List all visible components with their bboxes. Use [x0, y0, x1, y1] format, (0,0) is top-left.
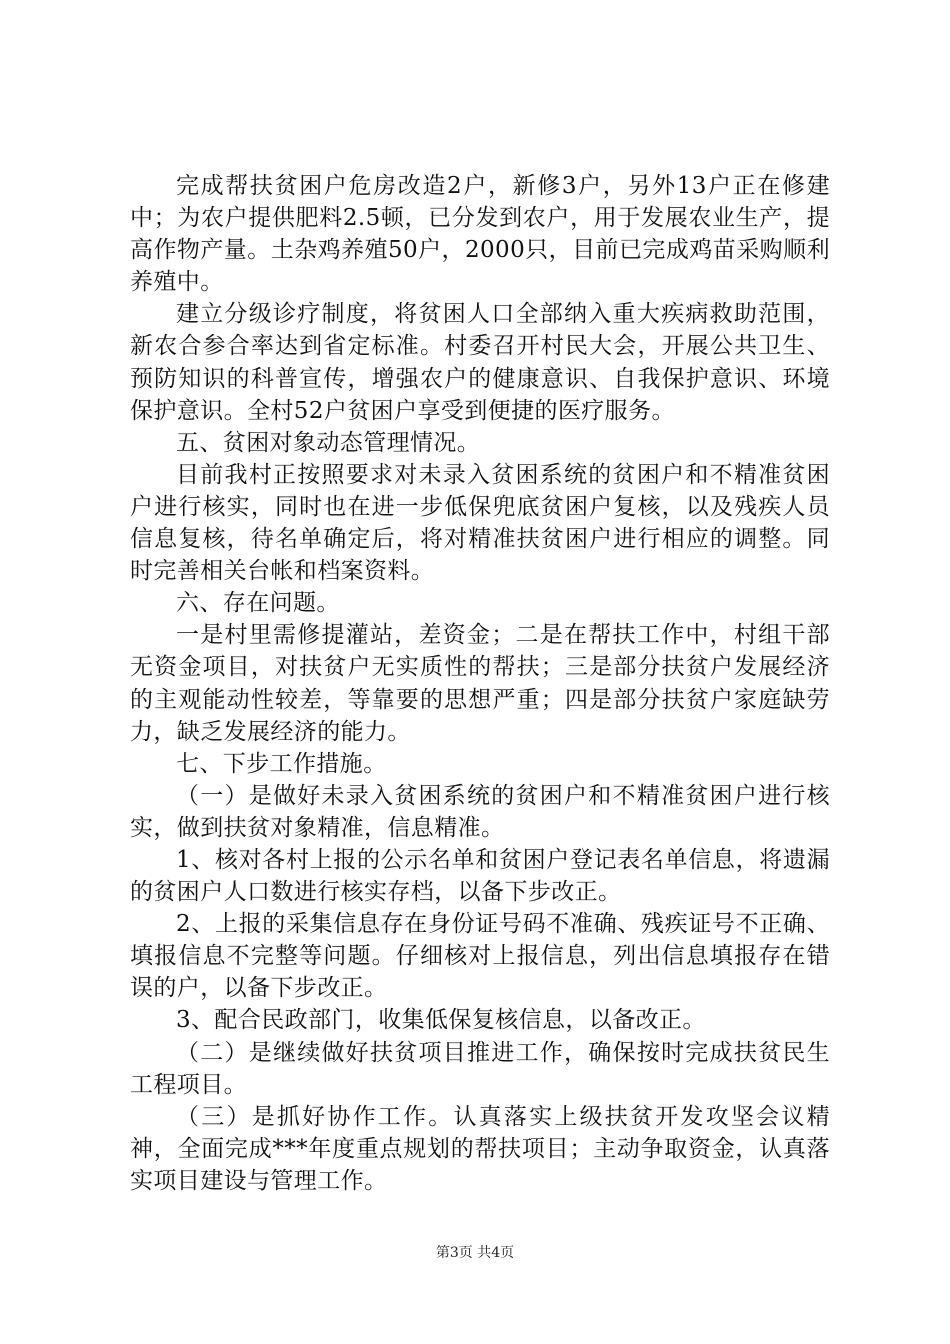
section-heading-6: 六、存在问题。 [176, 590, 340, 617]
measure-item-3: （三）是抓好协作工作。认真落实上级扶贫开发攻坚会议精神，全面完成***年度重点规划的帮扶项目；主动争取资金，认真落实项目建设与管理工作。 [130, 1103, 830, 1194]
measure-subitem-1: 1、核对各村上报的公示名单和贫困户登记表名单信息，将遗漏的贫困户人口数进行核实存档，以备下步改正。 [130, 846, 830, 906]
paragraph-problems: 一是村里需修提灌站，差资金；二是在帮扶工作中，村组干部无资金项目，对扶贫户无实质性的帮扶；三是部分扶贫户发展经济的主观能动性较差，等靠要的思想严重；四是部分扶贫户家庭缺劳力，缺乏发展经济的能力。 [130, 622, 830, 745]
page-footer: 第3页 共4页 [435, 1245, 515, 1261]
paragraph-housing-poultry: 完成帮扶贫困户危房改造2户，新修3户，另外13户正在修建中；为农户提供肥料2.5顿，已分发到农户，用于发展农业生产，提高作物产量。土杂鸡养殖50户，2000只，目前已完成鸡苗采购顺利养殖中。 [130, 173, 830, 296]
paragraph-dynamic-management: 目前我村正按照要求对未录入贫困系统的贫困户和不精准贫困户进行核实，同时也在进一步低保兜底贫困户复核，以及残疾人员信息复核，待名单确定后，将对精准扶贫困户进行相应的调整。同时完善相关台帐和档案资料。 [130, 461, 830, 585]
measure-subitem-2: 2、上报的采集信息存在身份证号码不准确、残疾证号不正确、填报信息不完整等问题。仔细核对上报信息，列出信息填报存在错误的户，以备下步改正。 [130, 911, 830, 1002]
measure-subitem-3: 3、配合民政部门，收集低保复核信息，以备改正。 [176, 1007, 706, 1034]
section-heading-5: 五、贫困对象动态管理情况。 [176, 429, 481, 456]
section-heading-7: 七、下步工作措施。 [176, 750, 387, 777]
paragraph-medical: 建立分级诊疗制度，将贫困人口全部纳入重大疾病救助范围，新农合参合率达到省定标准。村委召开村民大会，开展公共卫生、预防知识的科普宣传，增强农户的健康意识、自我保护意识、环境保护意识。全村52户贫困户享受到便捷的医疗服务。 [130, 301, 830, 424]
measure-item-1: （一）是做好未录入贫困系统的贫困户和不精准贫困户进行核实，做到扶贫对象精准，信息精准。 [130, 782, 830, 841]
document-body [130, 170, 830, 1197]
measure-item-2: （二）是继续做好扶贫项目推进工作，确保按时完成扶贫民生工程项目。 [130, 1039, 830, 1098]
